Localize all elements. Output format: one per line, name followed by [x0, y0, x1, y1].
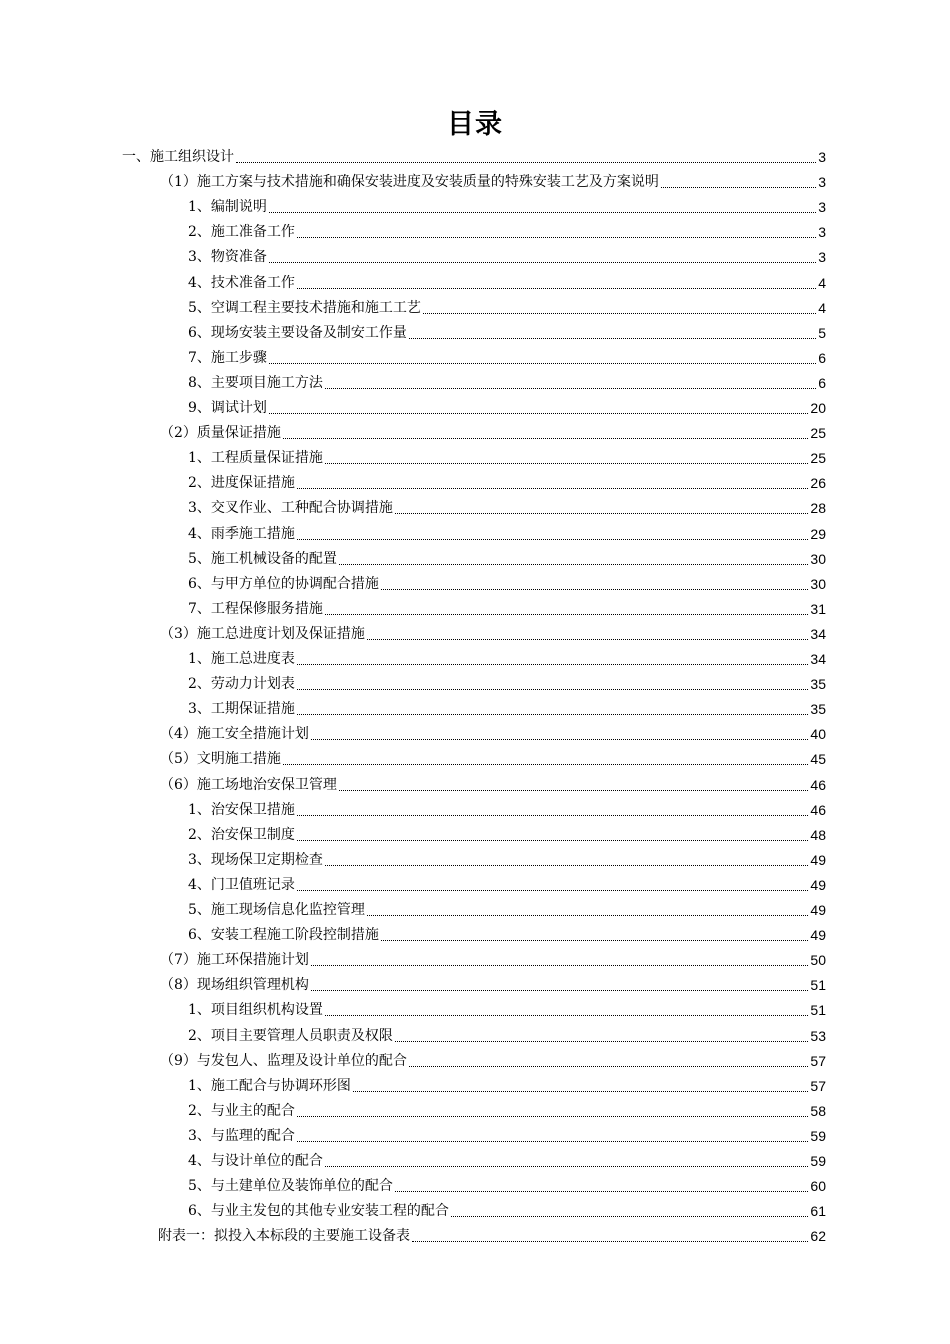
- dot-leader: [297, 287, 816, 289]
- toc-entry[interactable]: [188, 446, 826, 471]
- toc-entry-label: 4、雨季施工措施: [188, 525, 295, 542]
- dot-leader: [297, 236, 816, 238]
- toc-entry-page-number: 30: [810, 550, 826, 567]
- toc-entry-page-number: 40: [810, 726, 826, 743]
- toc-entry-page-number: 62: [810, 1228, 826, 1245]
- toc-entry-label: （1）施工方案与技术措施和确保安装进度及安装质量的特殊安装工艺及方案说明: [160, 174, 659, 191]
- toc-entry-page-number: 25: [810, 450, 826, 467]
- toc-entry[interactable]: [160, 973, 826, 998]
- toc-entry-label: 4、与设计单位的配合: [188, 1153, 323, 1169]
- toc-entry-label: 7、工程保修服务措施: [188, 600, 323, 617]
- toc-entry-page-number: 51: [810, 1002, 826, 1019]
- dot-leader: [297, 688, 809, 690]
- toc-entry-page-number: 3: [818, 149, 826, 165]
- toc-entry-page-number: 49: [810, 876, 826, 893]
- toc-entry[interactable]: [188, 396, 826, 421]
- toc-entry[interactable]: [188, 572, 826, 597]
- toc-entry[interactable]: [160, 948, 826, 973]
- toc-entry-label: 5、空调工程主要技术措施和施工工艺: [188, 299, 421, 316]
- toc-entry-label: （7）施工环保措施计划: [160, 952, 309, 969]
- dot-leader: [297, 487, 809, 489]
- toc-entry[interactable]: [188, 195, 826, 220]
- dot-leader: [423, 312, 816, 314]
- toc-entry-page-number: 35: [810, 676, 826, 693]
- dot-leader: [395, 512, 809, 514]
- toc-entry-page-number: 49: [810, 902, 826, 918]
- toc-entry[interactable]: [188, 522, 826, 547]
- toc-entry[interactable]: [188, 471, 826, 496]
- toc-entry[interactable]: [188, 220, 826, 245]
- toc-entry[interactable]: [160, 1049, 826, 1074]
- toc-entry-label: 5、与土建单位及装饰单位的配合: [188, 1178, 393, 1195]
- toc-entry-label: 5、施工机械设备的配置: [188, 550, 337, 567]
- toc-entry-label: 4、门卫值班记录: [188, 876, 295, 893]
- dot-leader: [311, 989, 809, 991]
- toc-entry[interactable]: [188, 321, 826, 346]
- toc-entry-label: 一、施工组织设计: [122, 149, 234, 165]
- dot-leader: [236, 161, 816, 163]
- toc-entry-label: 1、工程质量保证措施: [188, 450, 323, 467]
- dot-leader: [381, 939, 809, 941]
- toc-entry-page-number: 3: [818, 199, 826, 216]
- toc-entry[interactable]: [160, 747, 826, 772]
- dot-leader: [297, 889, 809, 891]
- toc-entry-label: 5、施工现场信息化监控管理: [188, 902, 365, 918]
- toc-entry[interactable]: [188, 271, 826, 296]
- toc-entry-label: 1、施工总进度表: [188, 651, 295, 667]
- toc-entry-page-number: 46: [810, 801, 826, 818]
- toc-entry[interactable]: [188, 1024, 826, 1049]
- toc-entry-page-number: 60: [810, 1178, 826, 1195]
- toc-entry[interactable]: [188, 1199, 826, 1224]
- toc-entry-page-number: 4: [818, 299, 826, 316]
- dot-leader: [325, 1165, 809, 1167]
- toc-entry-label: 1、施工配合与协调环形图: [188, 1077, 351, 1094]
- toc-entry[interactable]: [158, 1224, 826, 1249]
- toc-entry[interactable]: [188, 496, 826, 521]
- toc-entry-page-number: 59: [810, 1153, 826, 1169]
- toc-entry[interactable]: [160, 722, 826, 747]
- toc-entry-label: 3、交叉作业、工种配合协调措施: [188, 500, 393, 517]
- dot-leader: [269, 211, 816, 213]
- dot-leader: [325, 1014, 809, 1016]
- dot-leader: [269, 261, 816, 263]
- dot-leader: [409, 337, 816, 339]
- dot-leader: [269, 362, 816, 364]
- toc-entry-label: 8、主要项目施工方法: [188, 374, 323, 391]
- toc-entry-page-number: 45: [810, 751, 826, 768]
- toc-entry-page-number: 51: [810, 977, 826, 994]
- toc-entry[interactable]: [188, 1149, 826, 1174]
- toc-entry-label: 2、与业主的配合: [188, 1102, 295, 1119]
- toc-entry-label: 1、治安保卫措施: [188, 801, 295, 818]
- toc-entry-page-number: 35: [810, 701, 826, 718]
- toc-entry-label: 6、安装工程施工阶段控制措施: [188, 927, 379, 944]
- toc-entry-page-number: 6: [818, 349, 826, 366]
- dot-leader: [297, 814, 809, 816]
- toc-entry[interactable]: [188, 296, 826, 321]
- toc-entry[interactable]: [188, 697, 826, 722]
- dot-leader: [395, 1190, 809, 1192]
- toc-entry-page-number: 48: [810, 826, 826, 843]
- toc-entry-label: 3、现场保卫定期检查: [188, 851, 323, 868]
- toc-entry[interactable]: [188, 1124, 826, 1149]
- toc-entry-label: 6、与业主发包的其他专业安装工程的配合: [188, 1203, 449, 1220]
- toc-entry-label: 3、与监理的配合: [188, 1127, 295, 1144]
- toc-entry[interactable]: [188, 798, 826, 823]
- toc-entry-label: 3、物资准备: [188, 249, 267, 266]
- toc-entry[interactable]: [188, 1174, 826, 1199]
- toc-entry[interactable]: [188, 823, 826, 848]
- toc-entry[interactable]: [188, 873, 826, 898]
- toc-entry-page-number: 34: [810, 625, 826, 642]
- toc-entry-page-number: 57: [810, 1077, 826, 1094]
- dot-leader: [311, 964, 809, 966]
- toc-entry-page-number: 31: [810, 600, 826, 617]
- toc-entry-page-number: 3: [818, 249, 826, 266]
- toc-entry-page-number: 57: [810, 1052, 826, 1069]
- toc-entry[interactable]: [160, 773, 826, 798]
- toc-entry-label: 2、项目主要管理人员职责及权限: [188, 1027, 393, 1044]
- dot-leader: [297, 538, 809, 540]
- toc-entry-page-number: 30: [810, 575, 826, 592]
- toc-entry[interactable]: [188, 1099, 826, 1124]
- toc-entry[interactable]: [160, 622, 826, 647]
- toc-entry-label: 9、调试计划: [188, 400, 267, 416]
- toc-entry-label: 1、编制说明: [188, 199, 267, 216]
- dot-leader: [367, 638, 809, 640]
- toc-entry[interactable]: [188, 672, 826, 697]
- toc-entry[interactable]: [188, 547, 826, 572]
- toc-entry[interactable]: [122, 145, 826, 170]
- toc-entry-page-number: 46: [810, 776, 826, 793]
- toc-entry[interactable]: [188, 346, 826, 371]
- toc-entry-page-number: 34: [810, 651, 826, 667]
- dot-leader: [451, 1215, 809, 1217]
- dot-leader: [339, 563, 809, 565]
- toc-entry-label: 2、治安保卫制度: [188, 826, 295, 843]
- toc-entry-label: 6、现场安装主要设备及制安工作量: [188, 324, 407, 341]
- toc-entry-label: 2、劳动力计划表: [188, 676, 295, 693]
- toc-entry-label: 2、施工准备工作: [188, 224, 295, 241]
- toc-entry-label: （4）施工安全措施计划: [160, 726, 309, 743]
- dot-leader: [412, 1240, 808, 1242]
- toc-entry-page-number: 61: [810, 1203, 826, 1220]
- toc-entry-page-number: 28: [810, 500, 826, 517]
- toc-entry-label: （8）现场组织管理机构: [160, 977, 309, 994]
- toc-entry[interactable]: [188, 998, 826, 1023]
- toc-entry-label: （3）施工总进度计划及保证措施: [160, 625, 365, 642]
- toc-entry-page-number: 4: [818, 274, 826, 291]
- toc-entry-page-number: 53: [810, 1027, 826, 1044]
- toc-entry[interactable]: [188, 848, 826, 873]
- dot-leader: [297, 839, 809, 841]
- toc-entry[interactable]: [188, 1074, 826, 1099]
- toc-entry[interactable]: [188, 923, 826, 948]
- dot-leader: [353, 1090, 809, 1092]
- toc-entry-page-number: 3: [818, 224, 826, 241]
- toc-entry-page-number: 6: [818, 374, 826, 391]
- toc-entry-label: （2）质量保证措施: [160, 425, 281, 442]
- dot-leader: [297, 713, 809, 715]
- dot-leader: [325, 387, 816, 389]
- toc-entry-label: 1、项目组织机构设置: [188, 1002, 323, 1019]
- toc-entry-page-number: 59: [810, 1127, 826, 1144]
- dot-leader: [283, 437, 809, 439]
- toc-entry[interactable]: [188, 898, 826, 923]
- toc-entry-page-number: 3: [818, 174, 826, 191]
- toc-entry-label: 附表一：拟投入本标段的主要施工设备表: [158, 1228, 410, 1245]
- dot-leader: [297, 1140, 809, 1142]
- toc-entry-page-number: 20: [810, 400, 826, 416]
- toc-entry[interactable]: [188, 647, 826, 672]
- toc-entry-label: 6、与甲方单位的协调配合措施: [188, 575, 379, 592]
- toc-entry-page-number: 49: [810, 927, 826, 944]
- toc-entry-label: 7、施工步骤: [188, 349, 267, 366]
- toc-entry-page-number: 5: [818, 324, 826, 341]
- dot-leader: [339, 789, 809, 791]
- toc-entry-label: （6）施工场地治安保卫管理: [160, 776, 337, 793]
- toc-entry-page-number: 58: [810, 1102, 826, 1119]
- dot-leader: [297, 663, 809, 665]
- dot-leader: [409, 1065, 809, 1067]
- page-title: 目录: [447, 109, 503, 140]
- toc-entry-label: （9）与发包人、监理及设计单位的配合: [160, 1052, 407, 1069]
- dot-leader: [325, 613, 809, 615]
- dot-leader: [269, 412, 809, 414]
- dot-leader: [311, 738, 809, 740]
- toc-entry[interactable]: [188, 371, 826, 396]
- dot-leader: [325, 462, 809, 464]
- toc-entry-page-number: 50: [810, 952, 826, 969]
- dot-leader: [395, 1040, 809, 1042]
- toc-entry-page-number: 26: [810, 475, 826, 492]
- toc-entry-page-number: 49: [810, 851, 826, 868]
- toc-entry-label: 3、工期保证措施: [188, 701, 295, 718]
- toc-entry[interactable]: [160, 421, 826, 446]
- dot-leader: [325, 864, 809, 866]
- dot-leader: [283, 763, 809, 765]
- dot-leader: [367, 914, 809, 916]
- toc-entry[interactable]: [160, 170, 826, 195]
- toc-entry-page-number: 25: [810, 425, 826, 442]
- dot-leader: [297, 1115, 809, 1117]
- toc-entry-page-number: 29: [810, 525, 826, 542]
- toc-entry[interactable]: [188, 597, 826, 622]
- dot-leader: [661, 186, 816, 188]
- toc-entry-label: 4、技术准备工作: [188, 274, 295, 291]
- toc-entry-label: 2、进度保证措施: [188, 475, 295, 492]
- dot-leader: [381, 588, 809, 590]
- toc-entry[interactable]: [188, 245, 826, 270]
- toc-entry-label: （5）文明施工措施: [160, 751, 281, 768]
